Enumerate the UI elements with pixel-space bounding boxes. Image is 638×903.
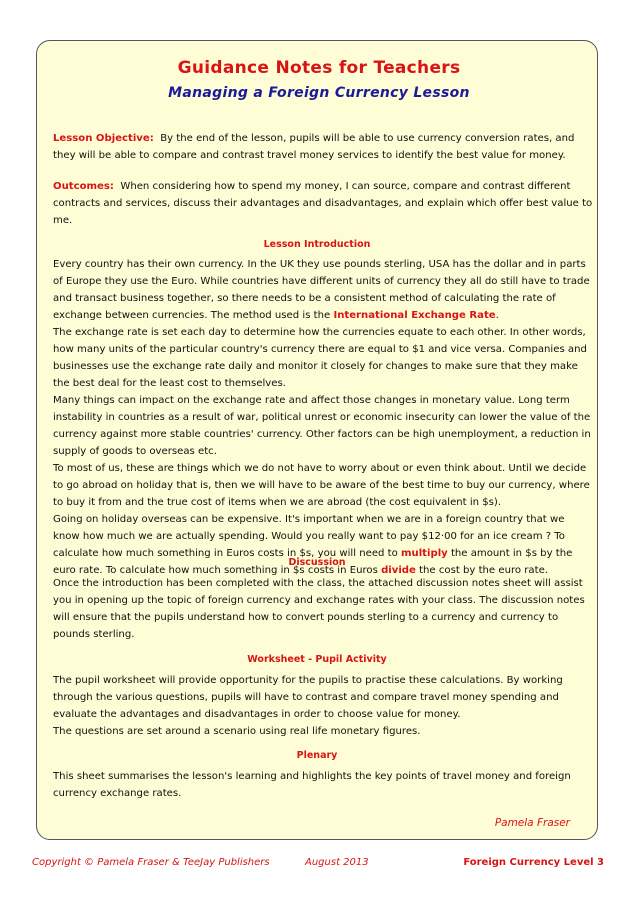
footer-date: August 2013 [305,857,369,868]
introduction-body [53,256,593,579]
intro-paragraph-4: To most of us, these are things which we do not have to worry about or even think about. Until we decide to go abroad on holiday that is, then we will have to be aware of the best time to buy our currency, where to buy it from and the true cost of items when we are abroad (the cost equivalent in $s). [53,463,590,508]
discussion-body [53,575,593,643]
lesson-outcomes [53,178,593,229]
footer-level: Foreign Currency Level 3 [463,857,604,868]
objective-text: By the end of the lesson, pupils will be able to use currency conversion rates, and they will be able to compare and contrast travel money services to identify the best value for money. [53,133,575,161]
worksheet-body [53,672,593,740]
exchange-rate-highlight: International Exchange Rate [333,310,496,321]
introduction-heading: Lesson Introduction [263,239,371,250]
intro-paragraph-2: The exchange rate is set each day to determine how the currencies equate to each other. In other words, how many units of the particular country's currency there are equal to $1 and vice versa. Companies and businesses use the exchange rate daily and monitor it closely for changes to make sure that they make the best deal for the least cost to themselves. [53,327,587,389]
divide-highlight: divide [381,565,416,576]
discussion-text: Once the introduction has been completed with the class, the attached discussion notes sheet will assist you in opening up the topic of foreign currency and exchange rates with your class. The discussion notes will ensure that the pupils understand how to convert pounds sterling to a currency and currency to pounds sterling. [53,578,585,640]
plenary-text: This sheet summarises the lesson's learning and highlights the key points of travel money and foreign currency exchange rates. [53,771,571,799]
multiply-highlight: multiply [401,548,448,559]
plenary-body [53,768,593,802]
intro-paragraph-5: Going on holiday overseas can be expensive. It's important when we are in a foreign country that we know how much we are actually spending. Would you really want to pay $12·00 for an ice cream ? To calculate how much something in Euros costs in $s, you will need to multiply the amount in $s by the euro rate. To calculate how much something in $s costs in Euros divide the cost by the euro rate. [53,514,573,576]
page-title: Guidance Notes for Teachers [177,58,461,78]
worksheet-heading: Worksheet - Pupil Activity [247,654,387,665]
worksheet-paragraph-1: The pupil worksheet will provide opportunity for the pupils to practise these calculations. By working through the various questions, pupils will have to contrast and compare travel money spending and evaluate the advantages and disadvantages in order to choose value for money. [53,675,563,720]
objective-label: Lesson Objective: [53,133,154,144]
plenary-heading: Plenary [296,750,338,761]
worksheet-paragraph-2: The questions are set around a scenario using real life monetary figures. [53,726,421,737]
page-subtitle: Managing a Foreign Currency Lesson [168,85,470,101]
outcomes-label: Outcomes: [53,181,114,192]
discussion-heading: Discussion [288,557,346,568]
author-signature: Pamela Fraser [494,817,570,829]
outcomes-text: When considering how to spend my money, I can source, compare and contrast different contracts and services, discuss their advantages and disadvantages, and explain which offer best value to me. [53,181,593,226]
footer-copyright: Copyright © Pamela Fraser & TeeJay Publishers [32,857,270,868]
intro-paragraph-1: Every country has their own currency. In the UK they use pounds sterling, USA has the dollar and in parts of Europe they use the Euro. While countries have different units of currency they all do still have to trade and transact business together, so there needs to be a consistent method of calculating the rate of exchange between currencies. The method used is the International Exchange Rate. [53,259,590,321]
intro-paragraph-3: Many things can impact on the exchange rate and affect those changes in monetary value. Long term instability in countries as a result of war, political unrest or economic insecurity can lower the value of the currency against more stable countries' currency. Other factors can be high unemployment, a reduction in supply of goods to overseas etc. [53,395,591,457]
lesson-objective [53,130,593,164]
